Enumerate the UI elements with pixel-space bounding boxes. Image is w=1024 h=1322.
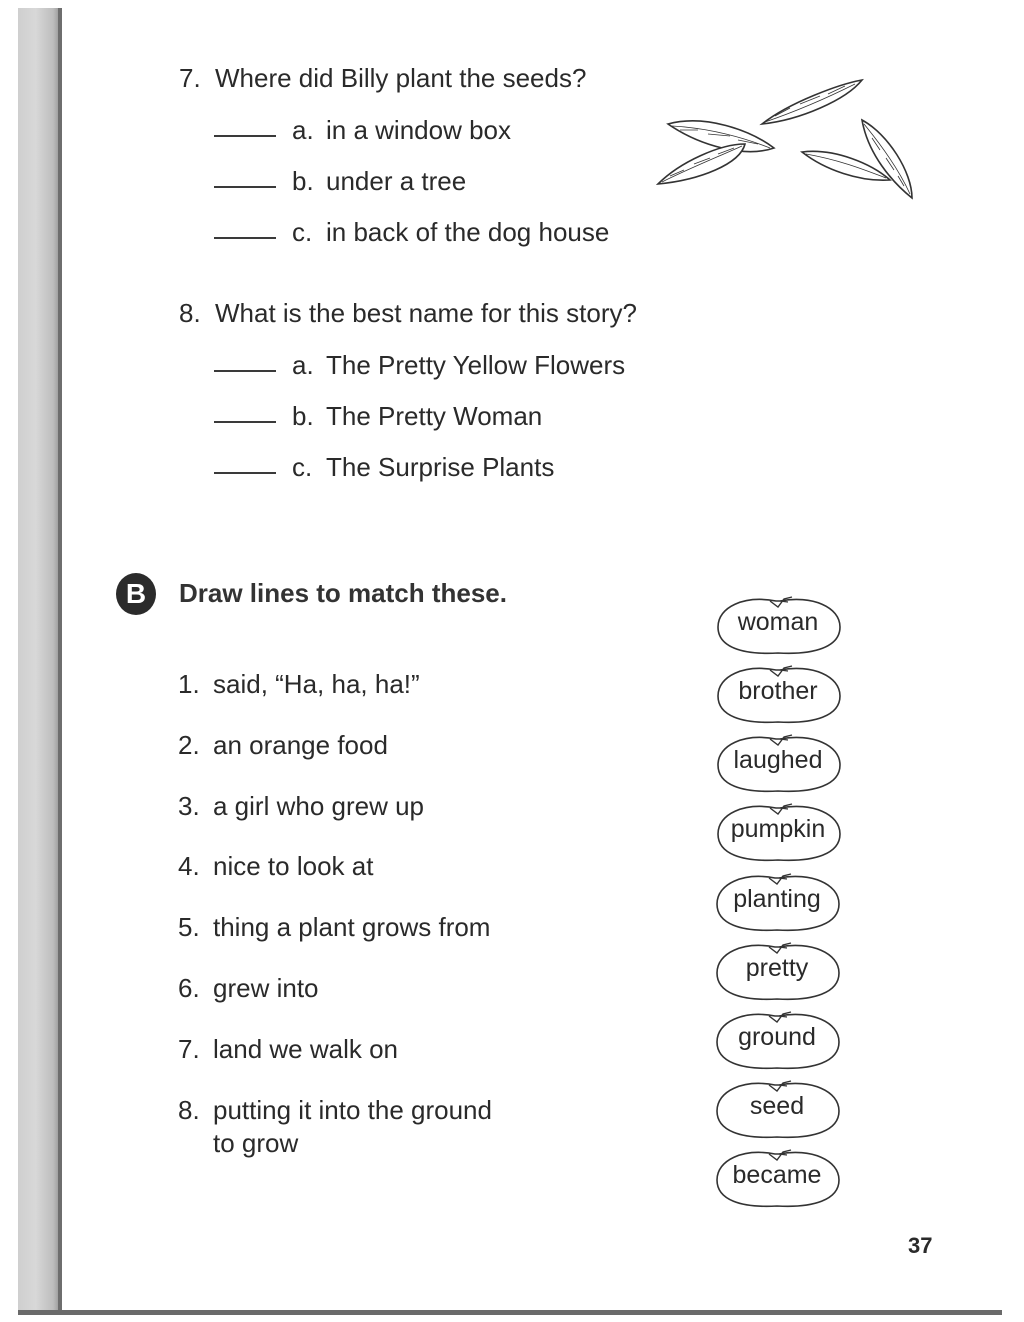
clue-text: putting it into the ground bbox=[213, 1095, 492, 1125]
option-text: under a tree bbox=[326, 166, 467, 196]
answer-blank[interactable] bbox=[214, 421, 276, 423]
question-text: Where did Billy plant the seeds? bbox=[215, 63, 587, 93]
clue-text: said, “Ha, ha, ha!” bbox=[213, 669, 420, 699]
word-pumpkin[interactable] bbox=[714, 731, 844, 795]
section-heading: Draw lines to match these. bbox=[179, 578, 507, 608]
option-text: in back of the dog house bbox=[326, 217, 610, 247]
word-label: brother bbox=[738, 677, 818, 705]
clue-number: 1. bbox=[178, 669, 200, 699]
word-pumpkin[interactable] bbox=[713, 1077, 843, 1141]
word-pumpkin[interactable] bbox=[713, 1146, 843, 1210]
page-number: 37 bbox=[908, 1233, 933, 1258]
clue-text: an orange food bbox=[213, 730, 388, 760]
clue-number: 8. bbox=[178, 1095, 200, 1125]
answer-blank[interactable] bbox=[214, 186, 276, 188]
question-number: 8. bbox=[179, 298, 201, 328]
clue-text-line2: to grow bbox=[213, 1128, 299, 1158]
binding-edge bbox=[58, 8, 62, 1314]
question-text: What is the best name for this story? bbox=[215, 298, 637, 328]
option-text: The Surprise Plants bbox=[326, 452, 555, 482]
answer-blank[interactable] bbox=[214, 472, 276, 474]
word-label: became bbox=[732, 1161, 822, 1189]
clue-text: a girl who grew up bbox=[213, 791, 424, 821]
seeds-illustration bbox=[650, 72, 920, 207]
word-label: pretty bbox=[745, 954, 809, 982]
option-letter: b. bbox=[292, 401, 314, 431]
option-text: The Pretty Yellow Flowers bbox=[326, 350, 626, 380]
option-letter: a. bbox=[292, 350, 314, 380]
word-label: woman bbox=[737, 608, 819, 636]
word-pumpkin[interactable] bbox=[714, 593, 844, 657]
clue-number: 3. bbox=[178, 791, 200, 821]
word-pumpkin[interactable] bbox=[713, 1008, 843, 1072]
clue-number: 2. bbox=[178, 730, 200, 760]
clue-number: 7. bbox=[178, 1034, 200, 1064]
answer-blank[interactable] bbox=[214, 237, 276, 239]
option-letter: c. bbox=[292, 217, 313, 247]
clue-text: land we walk on bbox=[213, 1034, 398, 1064]
word-pumpkin[interactable] bbox=[713, 870, 843, 934]
clue-number: 5. bbox=[178, 912, 200, 942]
clue-text: thing a plant grows from bbox=[213, 912, 491, 942]
binding-gutter bbox=[18, 8, 62, 1314]
clue-number: 6. bbox=[178, 973, 200, 1003]
question-number: 7. bbox=[179, 63, 201, 93]
clue-text: nice to look at bbox=[213, 851, 374, 881]
answer-blank[interactable] bbox=[214, 135, 276, 137]
word-label: ground bbox=[738, 1023, 816, 1051]
option-letter: c. bbox=[292, 452, 313, 482]
word-pumpkin[interactable] bbox=[714, 662, 844, 726]
word-pumpkin[interactable] bbox=[713, 939, 843, 1003]
option-text: The Pretty Woman bbox=[326, 401, 543, 431]
page-bottom-edge bbox=[18, 1310, 1002, 1315]
answer-blank[interactable] bbox=[214, 370, 276, 372]
word-label: laughed bbox=[733, 746, 823, 774]
option-letter: a. bbox=[292, 115, 314, 145]
section-b-badge: B bbox=[116, 573, 156, 615]
word-label: pumpkin bbox=[730, 815, 826, 843]
clue-number: 4. bbox=[178, 851, 200, 881]
option-text: in a window box bbox=[326, 115, 511, 145]
word-label: planting bbox=[733, 885, 821, 913]
word-pumpkin[interactable] bbox=[714, 800, 844, 864]
word-label: seed bbox=[749, 1092, 805, 1120]
option-letter: b. bbox=[292, 166, 314, 196]
clue-text: grew into bbox=[213, 973, 319, 1003]
